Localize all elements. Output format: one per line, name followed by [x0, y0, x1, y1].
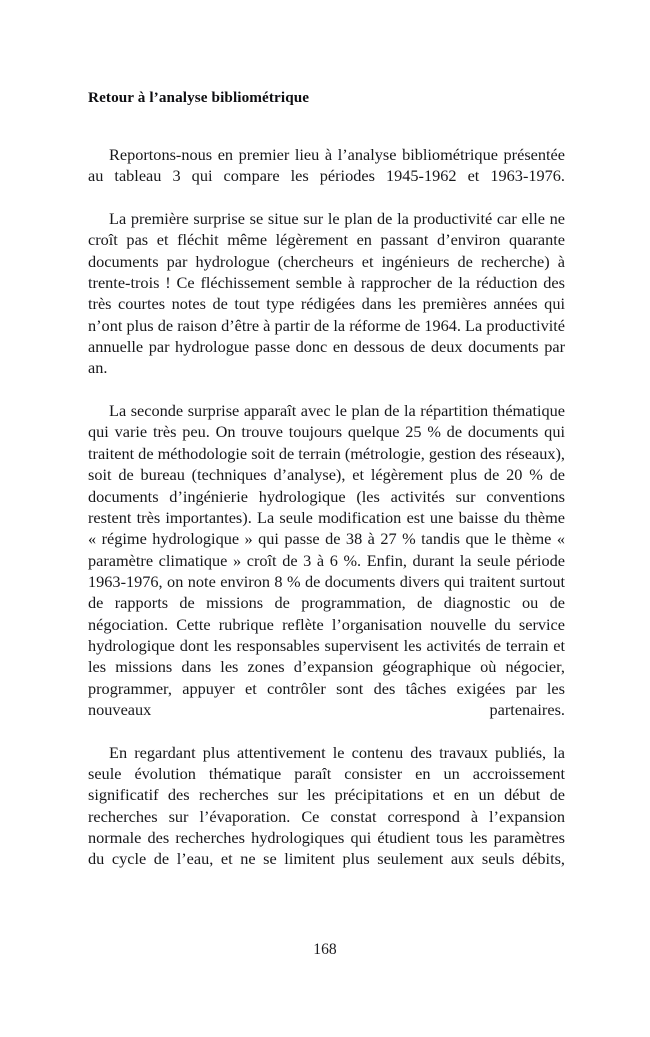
- body-paragraph-2: La première surprise se situe sur le plan de la productivité car elle ne croît pas et fléchit même légèrement en passant d’environ quarante documents par hydrologue (chercheurs et ingénieurs de recherche) à trente-trois ! Ce fléchissement semble à rapprocher de la réduction des très courtes notes de tout type rédigées dans les premières années qui n’ont plus de raison d’être à partir de la réforme de 1964. La productivité annuelle par hydrologue passe donc en dessous de deux documents par an.: [88, 209, 565, 378]
- body-paragraph-4: En regardant plus attentivement le contenu des travaux publiés, la seule évolution thématique paraît consister en un accroissement significatif des recherches sur les précipitations et en un début de recherches sur l’évaporation. Ce constat correspond à l’expansion normale des recherches hydrologiques qui étudient tous les paramètres du cycle de l’eau, et ne se limitent plus seulement aux seuls débits,: [88, 742, 565, 869]
- body-paragraph-1: Reportons-nous en premier lieu à l’analyse bibliométrique présentée au tableau 3 qui compare les périodes 1945-1962 et 1963-1976.: [88, 145, 565, 186]
- page-number: 168: [313, 941, 337, 958]
- section-heading: Retour à l’analyse bibliométrique: [88, 89, 310, 106]
- body-paragraph-3: La seconde surprise apparaît avec le plan de la répartition thématique qui varie très peu. On trouve toujours quelque 25 % de documents qui traitent de méthodologie soit de terrain (métrologie, gestion des réseaux), soit de bureau (techniques d’analyse), et légèrement plus de 20 % de documents d’ingénierie hydrologique (les activités sur conventions restent très importantes). La seule modification est une baisse du thème « régime hydrologique » qui passe de 38 à 27 % tandis que le thème « paramètre climatique » croît de 3 à 6 %. Enfin, durant la seule période 1963-1976, on note environ 8 % de documents divers qui traitent surtout de rapports de missions de programmation, de diagnostic ou de négociation. Cette rubrique reflète l’organisation nouvelle du service hydrologique dont les responsables supervisent les activités de terrain et les missions dans les zones d’expansion géographique où négocier, programmer, appuyer et contrôler sont des tâches exigées par les nouveaux partenaires.: [88, 401, 565, 719]
- page-text-column: [88, 88, 565, 891]
